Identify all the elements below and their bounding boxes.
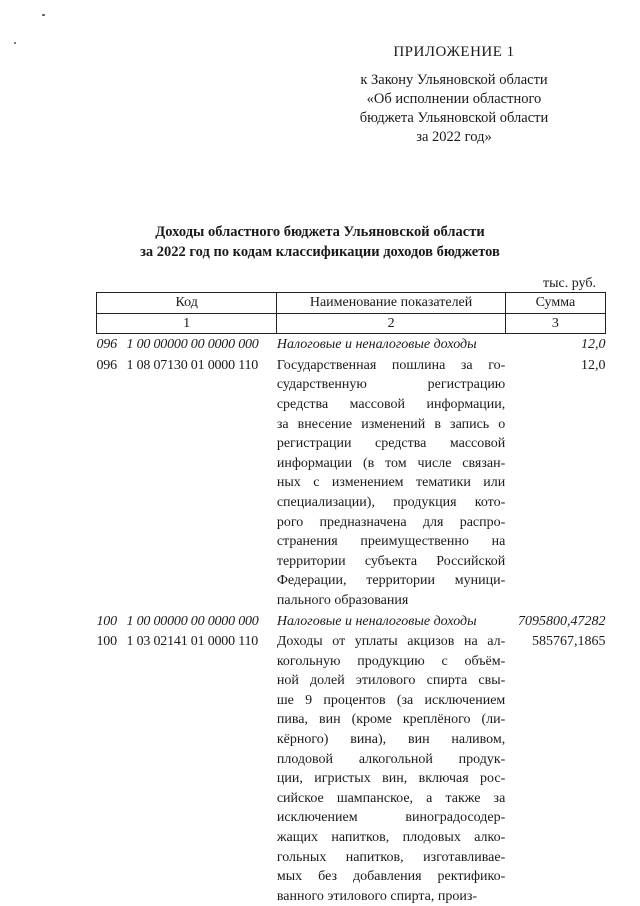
name-line: ной долей этилового спирта свы-	[276, 673, 506, 689]
table-row	[97, 611, 606, 632]
appendix-line: за 2022 год»	[416, 129, 492, 145]
header-name: Наименование показателей	[277, 293, 505, 314]
table-row	[97, 334, 606, 355]
name-line: Федерации, территории муници-	[276, 573, 506, 589]
classification-code: 1 03 02141 01 0000 110	[126, 634, 259, 650]
cell-code	[97, 355, 277, 611]
cell-code	[97, 611, 277, 632]
admin-code: 096	[96, 337, 117, 353]
name-line: странения преимущественно на	[276, 534, 506, 550]
document-title	[90, 222, 550, 262]
table-row	[97, 355, 606, 611]
cell-sum: 7095800,47282	[518, 613, 606, 629]
name-line: кёрного) вина), вин наливом,	[276, 732, 506, 748]
admin-code: 096	[96, 357, 117, 373]
name-line: ции, игристых вин, включая рос-	[276, 771, 506, 787]
appendix-title: ПРИЛОЖЕНИЕ 1	[393, 44, 515, 60]
scan-speck	[14, 42, 16, 44]
appendix-line: бюджета Ульяновской области	[359, 110, 549, 126]
column-number: 1	[97, 313, 277, 334]
column-number: 3	[505, 313, 605, 334]
cell-code	[97, 334, 277, 355]
header-sum: Сумма	[505, 293, 605, 314]
cell-code	[97, 631, 277, 906]
name-line: регистрации средства массовой	[276, 436, 506, 452]
classification-code: 1 08 07130 01 0000 110	[126, 357, 259, 373]
scan-speck	[42, 14, 45, 16]
cell-name	[277, 611, 505, 632]
table-row	[97, 631, 606, 906]
units-label: тыс. руб.	[543, 276, 596, 291]
name-line: исключением виноградосодер-	[276, 810, 506, 826]
admin-code: 100	[96, 613, 117, 629]
admin-code: 100	[96, 634, 117, 650]
name-line: ванного этилового спирта, произ-	[276, 888, 478, 904]
name-line: ных с изменением тематики или	[276, 475, 506, 491]
cell-sum: 12,0	[581, 357, 606, 373]
name-line: сударственную регистрацию	[276, 377, 506, 393]
name-line: средства массовой информации,	[276, 396, 506, 412]
name-line: Доходы от уплаты акцизов на ал-	[276, 634, 506, 650]
column-number-row	[97, 313, 606, 334]
name-line: информации (в том числе связан-	[276, 455, 506, 471]
name-line: ше 9 процентов (за исключением	[276, 692, 506, 708]
name-line: мых без добавления ректифико-	[276, 869, 506, 885]
classification-code: 1 00 00000 00 0000 000	[126, 613, 259, 629]
cell-name	[277, 631, 505, 906]
name-line: Налоговые и неналоговые доходы	[276, 613, 477, 629]
name-line: когольную продукцию с объём-	[276, 653, 506, 669]
name-line: территории субъекта Российской	[276, 553, 506, 569]
name-line: Государственная пошлина за го-	[276, 357, 506, 373]
appendix-line: к Закону Ульяновской области	[360, 72, 548, 88]
table-header-row	[97, 293, 606, 314]
name-line: рого предназначена для распро-	[276, 514, 506, 530]
cell-sum: 585767,1865	[532, 634, 606, 650]
name-line: Налоговые и неналоговые доходы	[276, 337, 477, 353]
cell-sum: 12,0	[581, 337, 606, 353]
name-line: пального образования	[276, 592, 409, 608]
table-body	[97, 334, 606, 906]
income-table	[96, 292, 606, 906]
header-code: Код	[97, 293, 277, 314]
classification-code: 1 00 00000 00 0000 000	[126, 337, 259, 353]
name-line: гольных напитков, изготавливае-	[276, 849, 506, 865]
column-number: 2	[277, 313, 505, 334]
name-line: специализации), продукция кото-	[276, 494, 506, 510]
appendix-block	[324, 44, 584, 147]
document-title-line: Доходы областного бюджета Ульяновской области	[155, 224, 485, 240]
name-line: пива, вин (кроме креплёного (ли-	[276, 712, 506, 728]
cell-name	[277, 355, 505, 611]
name-line: жащих напитков, плодовых алко-	[276, 830, 506, 846]
appendix-line: «Об исполнении областного	[366, 91, 542, 107]
name-line: сийское шампанское, а также за	[276, 790, 506, 806]
name-line: за внесение изменений в запись о	[276, 416, 506, 432]
cell-name	[277, 334, 505, 355]
name-line: плодовой алкогольной продук-	[276, 751, 506, 767]
document-title-line: за 2022 год по кодам классификации доходов бюджетов	[140, 244, 500, 260]
